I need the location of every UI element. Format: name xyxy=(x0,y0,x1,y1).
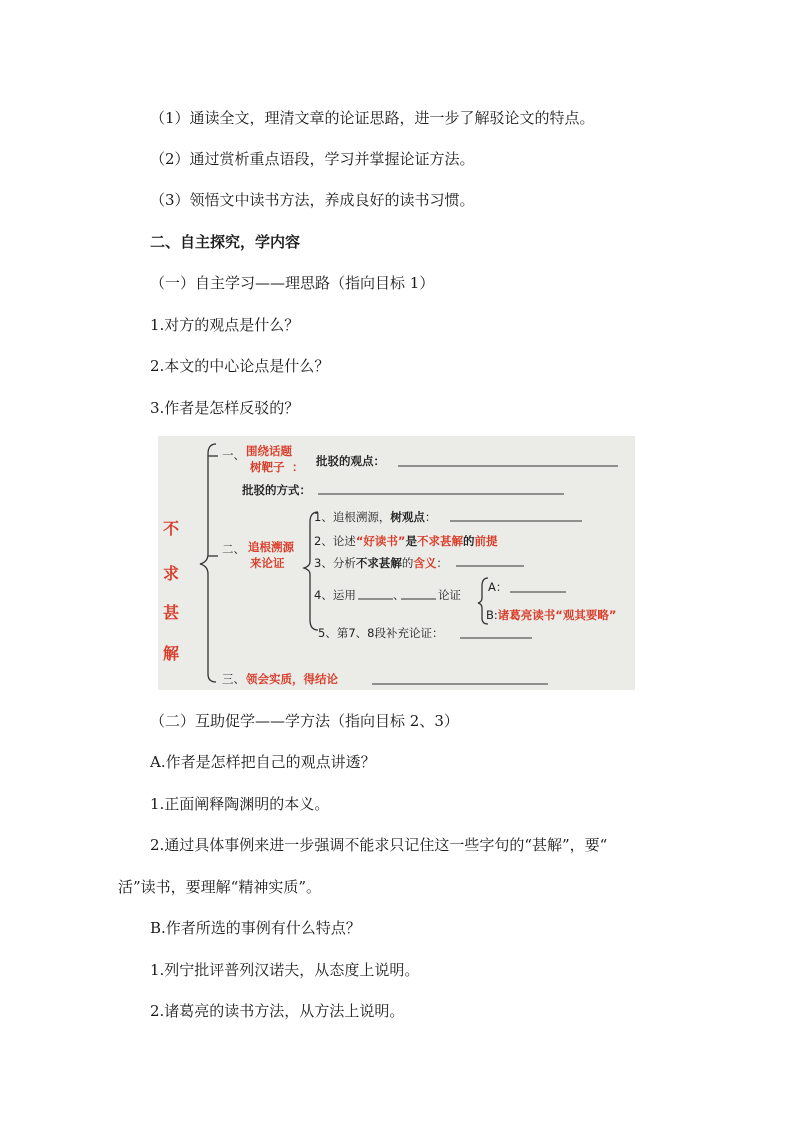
answer-B-1: 1.列宁批评普列汉诺夫，从态度上说明。 xyxy=(150,961,420,979)
question-3: 3.作者是怎样反驳的？ xyxy=(150,399,300,417)
item3-colon: ： xyxy=(436,556,448,570)
item4-lead: 4、运用 xyxy=(314,588,356,602)
part2-red-a: 追根溯源 xyxy=(248,540,294,554)
subsection-heading-2: （二）互助促学——学方法（指向目标 2、3） xyxy=(150,712,459,730)
item2-text-b: 是 xyxy=(405,534,417,548)
goal-3: （3）领悟文中读书方法，养成良好的读书习惯。 xyxy=(150,191,475,209)
part2-number: 二、 xyxy=(222,542,245,556)
part1-red-a: 围绕话题 xyxy=(246,444,292,458)
answer-A-2-continued: 活”读书，要理解“精神实质”。 xyxy=(118,878,322,896)
item3-text-b: 的 xyxy=(401,556,414,570)
item4-A: A： xyxy=(488,580,508,594)
vertical-title-char: 解 xyxy=(163,644,180,663)
part3-number: 三、 xyxy=(222,672,245,686)
vertical-title-char: 不 xyxy=(163,519,180,538)
item2-red-b: 不求甚解 xyxy=(416,534,463,548)
main-bracket xyxy=(200,444,216,682)
vertical-title-char: 甚 xyxy=(163,603,180,622)
item1 xyxy=(314,510,436,524)
item4-B-label: B: xyxy=(486,608,498,622)
question-A: A.作者是怎样把自己的观点讲透？ xyxy=(150,753,376,771)
answer-A-2: 2.通过具体事例来进一步强调不能求只记住这一些字句的“甚解”，要“ xyxy=(150,836,608,854)
answer-B-2: 2.诸葛亮的读书方法，从方法上说明。 xyxy=(150,1002,405,1020)
item2-red: “好读书” xyxy=(355,534,406,548)
part1-red-b: 树靶子 xyxy=(250,460,285,474)
item2 xyxy=(314,534,497,548)
item4-tail: 论证 xyxy=(438,588,461,602)
item1-colon: ： xyxy=(424,510,437,524)
section-heading: 二、自主探究，学内容 xyxy=(150,233,301,251)
item3-bold: 不求甚解 xyxy=(355,556,402,570)
item1-text: 1、追根溯源， xyxy=(314,510,391,524)
item4-B-red: 诸葛亮读书“观其要略” xyxy=(497,608,617,622)
part1-method-label: 批驳的方式： xyxy=(242,483,311,497)
question-1: 1.对方的观点是什么？ xyxy=(150,316,300,334)
item3-text: 3、分析 xyxy=(314,556,356,570)
structure-diagram-figure xyxy=(158,436,635,690)
item2-text: 2、论述 xyxy=(314,534,356,548)
item4-B xyxy=(486,608,616,622)
answer-A-1: 1.正面阐释陶渊明的本义。 xyxy=(150,795,330,813)
sub-bracket-2 xyxy=(304,512,318,630)
subsection-heading-1: （一）自主学习——理思路（指向目标 1） xyxy=(150,274,435,292)
item3-red: 含义 xyxy=(413,556,437,570)
question-2: 2.本文的中心论点是什么？ xyxy=(150,357,330,375)
goal-1: （1）通读全文，理清文章的论证思路，进一步了解驳论文的特点。 xyxy=(150,109,595,127)
part1-view-label: 批驳的观点： xyxy=(316,454,385,468)
item4-separator: 、 xyxy=(393,588,405,602)
part3-red: 领会实质，得结论 xyxy=(246,672,338,686)
item2-text-c: 的 xyxy=(462,534,475,548)
goal-2: （2）通过赏析重点语段，学习并掌握论证方法。 xyxy=(150,150,475,168)
item2-red-c: 前提 xyxy=(474,534,498,548)
item3 xyxy=(314,556,448,570)
question-B: B.作者所选的事例有什么特点？ xyxy=(150,919,361,937)
part1-number: 一、 xyxy=(222,448,245,462)
item1-bold: 树观点 xyxy=(390,510,425,524)
item5: 5、第7、8段补充论证： xyxy=(318,626,444,640)
vertical-title-char: 求 xyxy=(163,564,180,583)
part1-colon: ： xyxy=(292,460,304,474)
part2-red-b: 来论证 xyxy=(250,556,285,570)
